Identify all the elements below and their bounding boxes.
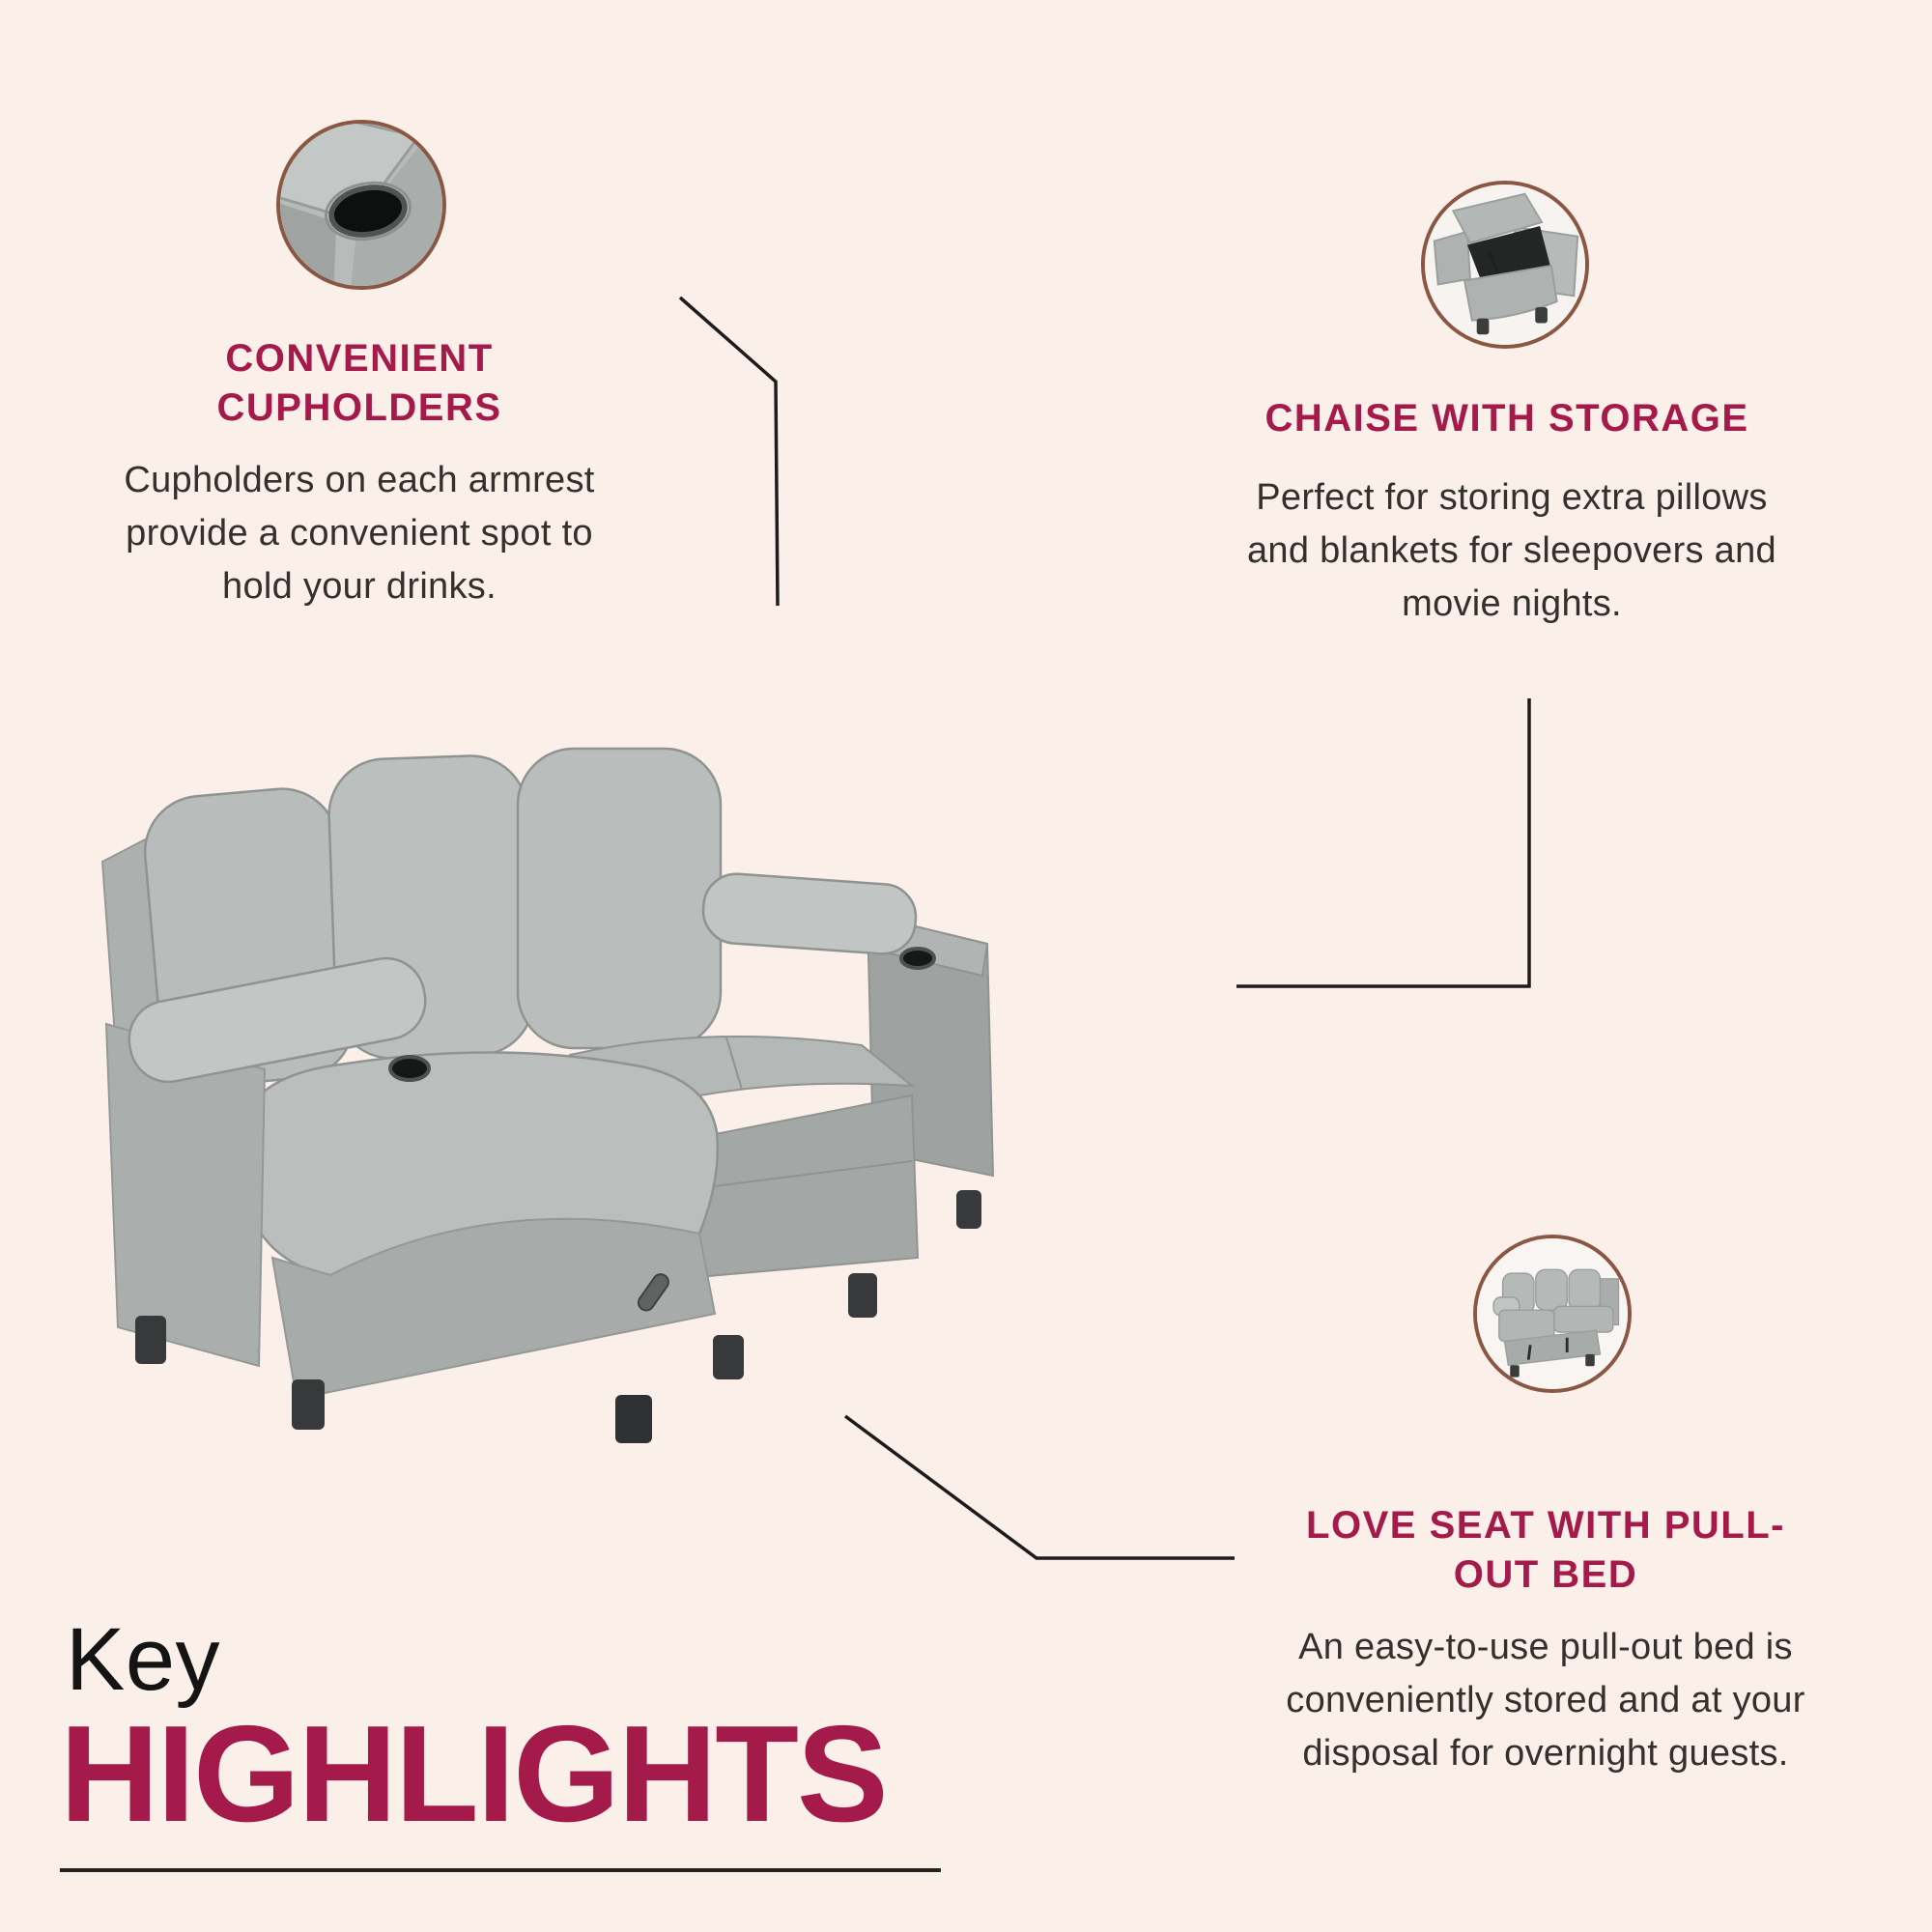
chaise-storage-photo — [1421, 181, 1589, 349]
cupholder-closeup-illustration — [280, 124, 442, 286]
feature-title-pullout-bed — [1256, 1501, 1835, 1600]
cupholder-photo — [276, 120, 446, 290]
feature-description-chaise-storage — [1222, 471, 1802, 631]
feature-description-line: disposal for overnight guests. — [1302, 1733, 1789, 1774]
sofa-illustration — [89, 736, 1016, 1446]
feature-description-line: conveniently stored and at your — [1286, 1680, 1805, 1720]
feature-title-line: LOVE SEAT WITH PULL- — [1306, 1504, 1785, 1547]
callout-line-cupholders — [680, 298, 778, 606]
feature-description-line: An easy-to-use pull-out bed is — [1298, 1627, 1793, 1667]
product-image-sofa — [89, 736, 1016, 1446]
feature-title-chaise-storage — [1217, 394, 1797, 443]
title-key: Key — [66, 1610, 221, 1709]
chaise-storage-open-illustration — [1425, 185, 1585, 345]
feature-title-line: CHAISE WITH STORAGE — [1264, 397, 1749, 440]
pullout-bed-photo — [1473, 1235, 1632, 1393]
feature-description-line: hold your drinks. — [222, 566, 497, 607]
loveseat-pullout-bed-illustration — [1477, 1238, 1628, 1389]
feature-description-cupholders — [70, 454, 649, 613]
feature-title-cupholders — [70, 334, 649, 433]
feature-description-pullout-bed — [1256, 1621, 1835, 1780]
feature-description-line: Cupholders on each armrest — [124, 460, 595, 500]
title-highlights: HIGHLIGHTS — [60, 1697, 887, 1851]
feature-description-line: provide a convenient spot to — [126, 513, 593, 554]
feature-title-line: CONVENIENT — [225, 337, 494, 380]
feature-description-line: movie nights. — [1402, 583, 1622, 624]
feature-title-line: OUT BED — [1453, 1553, 1638, 1596]
title-underline — [60, 1868, 941, 1872]
callout-line-chaise-storage — [1236, 698, 1529, 986]
feature-title-line: CUPHOLDERS — [216, 386, 502, 429]
feature-description-line: and blankets for sleepovers and — [1247, 530, 1776, 571]
feature-description-line: Perfect for storing extra pillows — [1256, 477, 1768, 518]
